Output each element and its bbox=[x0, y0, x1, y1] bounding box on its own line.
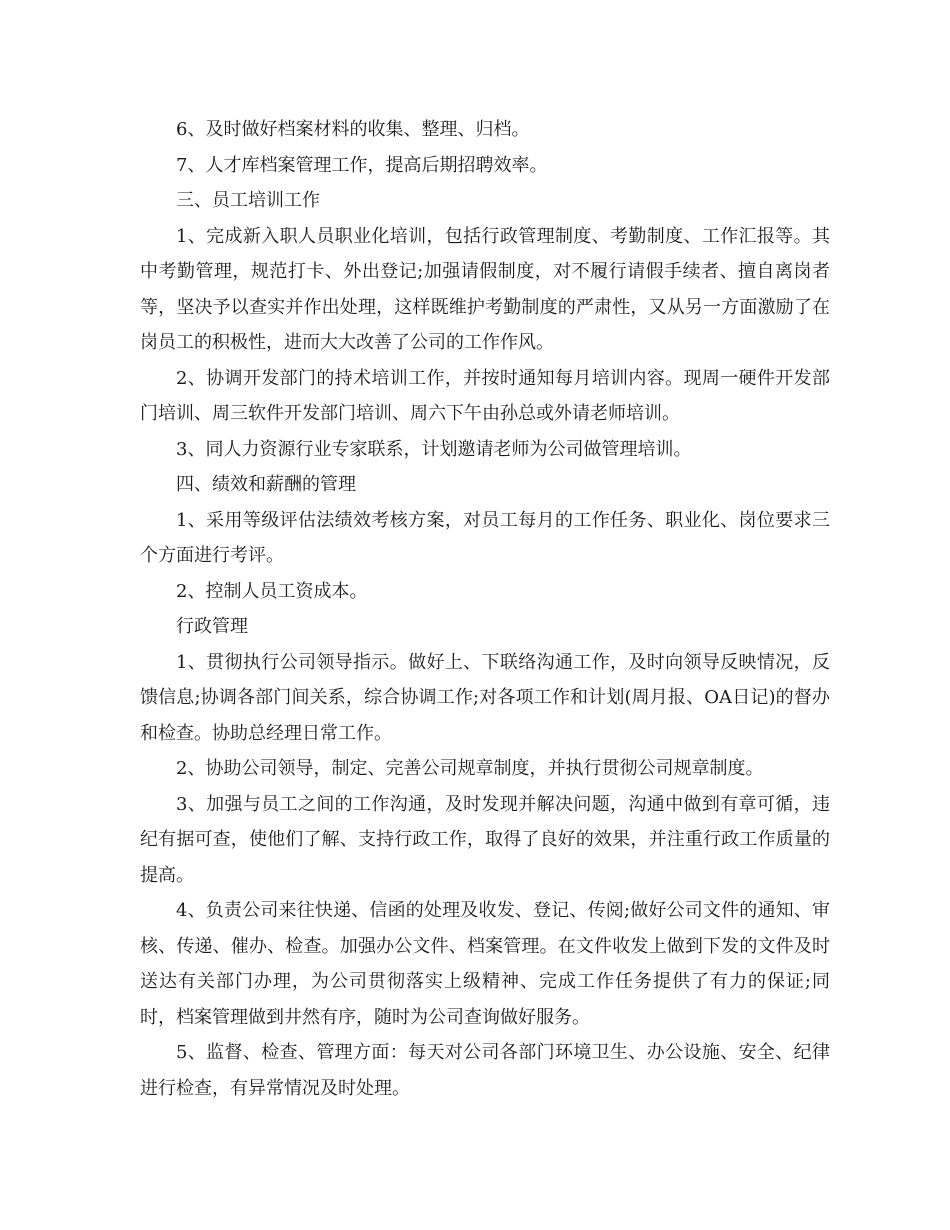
paragraph: 4、负责公司来往快递、信函的处理及收发、登记、传阅;做好公司文件的通知、审核、传递、催办、检查。加强办公文件、档案管理。在文件收发上做到下发的文件及时送达有关部门办理，为公司贯彻落实上级精神、完成工作任务提供了有力的保证;同时，档案管理做到井然有序，随时为公司查询做好服务。 bbox=[140, 900, 830, 1028]
section-heading: 行政管理 bbox=[176, 616, 248, 637]
paragraph: 5、监督、检查、管理方面：每天对公司各部门环境卫生、办公设施、安全、纪律进行检查，有异常情况及时处理。 bbox=[140, 1042, 830, 1099]
paragraph: 3、同人力资源行业专家联系，计划邀请老师为公司做管理培训。 bbox=[176, 438, 692, 460]
paragraph: 2、控制人员工资成本。 bbox=[176, 580, 368, 602]
section-heading: 四、绩效和薪酬的管理 bbox=[176, 474, 356, 495]
document-body bbox=[140, 112, 830, 1106]
paragraph: 7、人才库档案管理工作，提高后期招聘效率。 bbox=[176, 154, 548, 176]
paragraph: 3、加强与员工之间的工作沟通，及时发现并解决问题，沟通中做到有章可循，违纪有据可查，使他们了解、支持行政工作，取得了良好的效果，并注重行政工作质量的提高。 bbox=[140, 793, 830, 886]
paragraph: 2、协助公司领导，制定、完善公司规章制度，并执行贯彻公司规章制度。 bbox=[176, 758, 764, 779]
section-heading: 三、员工培训工作 bbox=[176, 190, 320, 211]
paragraph: 6、及时做好档案材料的收集、整理、归档。 bbox=[176, 119, 530, 140]
paragraph: 2、协调开发部门的持术培训工作，并按时通知每月培训内容。现周一硬件开发部门培训、周三软件开发部门培训、周六下午由孙总或外请老师培训。 bbox=[140, 367, 830, 424]
paragraph: 1、采用等级评估法绩效考核方案，对员工每月的工作任务、职业化、岗位要求三个方面进行考评。 bbox=[140, 509, 830, 566]
paragraph: 1、完成新入职人员职业化培训，包括行政管理制度、考勤制度、工作汇报等。其中考勤管理，规范打卡、外出登记;加强请假制度，对不履行请假手续者、擅自离岗者等，坚决予以查实并作出处理，这样既维护考勤制度的严肃性，又从另一方面激励了在岗员工的积极性，进而大大改善了公司的工作作风。 bbox=[140, 225, 830, 353]
paragraph: 1、贯彻执行公司领导指示。做好上、下联络沟通工作，及时向领导反映情况，反馈信息;协调各部门间关系，综合协调工作;对各项工作和计划(周月报、OA日记)的督办和检查。协助总经理日常工作。 bbox=[140, 651, 830, 744]
